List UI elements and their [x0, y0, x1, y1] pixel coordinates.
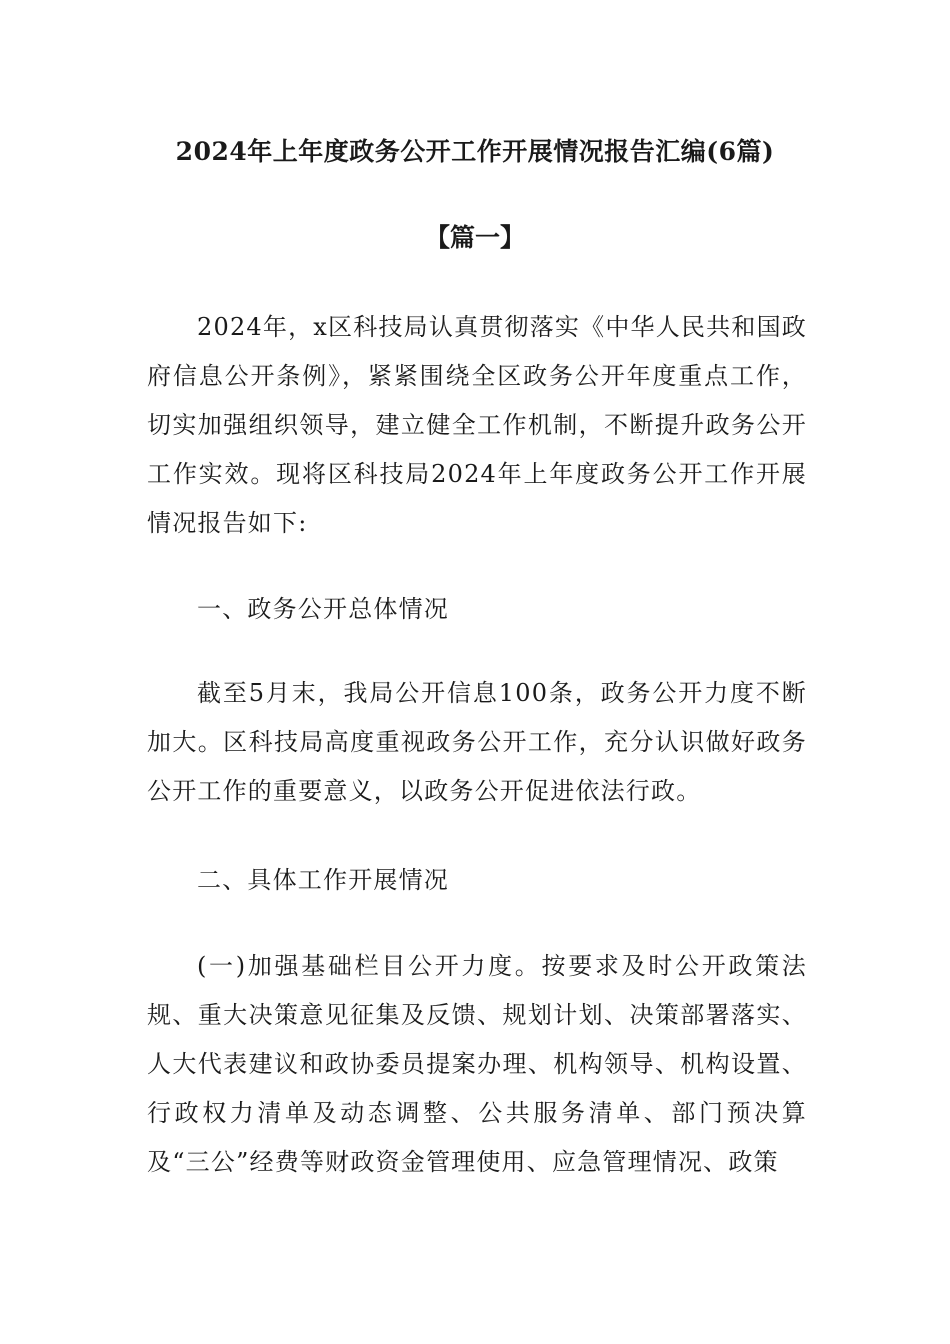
- heading-specific-work: 二、具体工作开展情况: [197, 866, 449, 894]
- heading-overall-situation: 一、政务公开总体情况: [197, 595, 449, 623]
- paragraph-overall: 截至5月末，我局公开信息100条，政务公开力度不断加大。区科技局高度重视政务公开工作，充分认识做好政务公开工作的重要意义，以政务公开促进依法行政。: [147, 679, 807, 805]
- paragraph-basic-columns: (一)加强基础栏目公开力度。按要求及时公开政策法规、重大决策意见征集及反馈、规划计划、决策部署落实、人大代表建议和政协委员提案办理、机构领导、机构设置、行政权力清单及动态调整、公共服务清单、部门预决算及“三公”经费等财政资金管理使用、应急管理情况、政策: [147, 952, 807, 1176]
- document-title: 2024年上年度政务公开工作开展情况报告汇编(6篇): [175, 137, 775, 166]
- paragraph-intro: 2024年，x区科技局认真贯彻落实《中华人民共和国政府信息公开条例》，紧紧围绕全区政务公开年度重点工作，切实加强组织领导，建立健全工作机制，不断提升政务公开工作实效。现将区科技局2024年上年度政务公开工作开展情况报告如下:: [147, 313, 807, 537]
- section-label: 【篇一】: [424, 223, 525, 252]
